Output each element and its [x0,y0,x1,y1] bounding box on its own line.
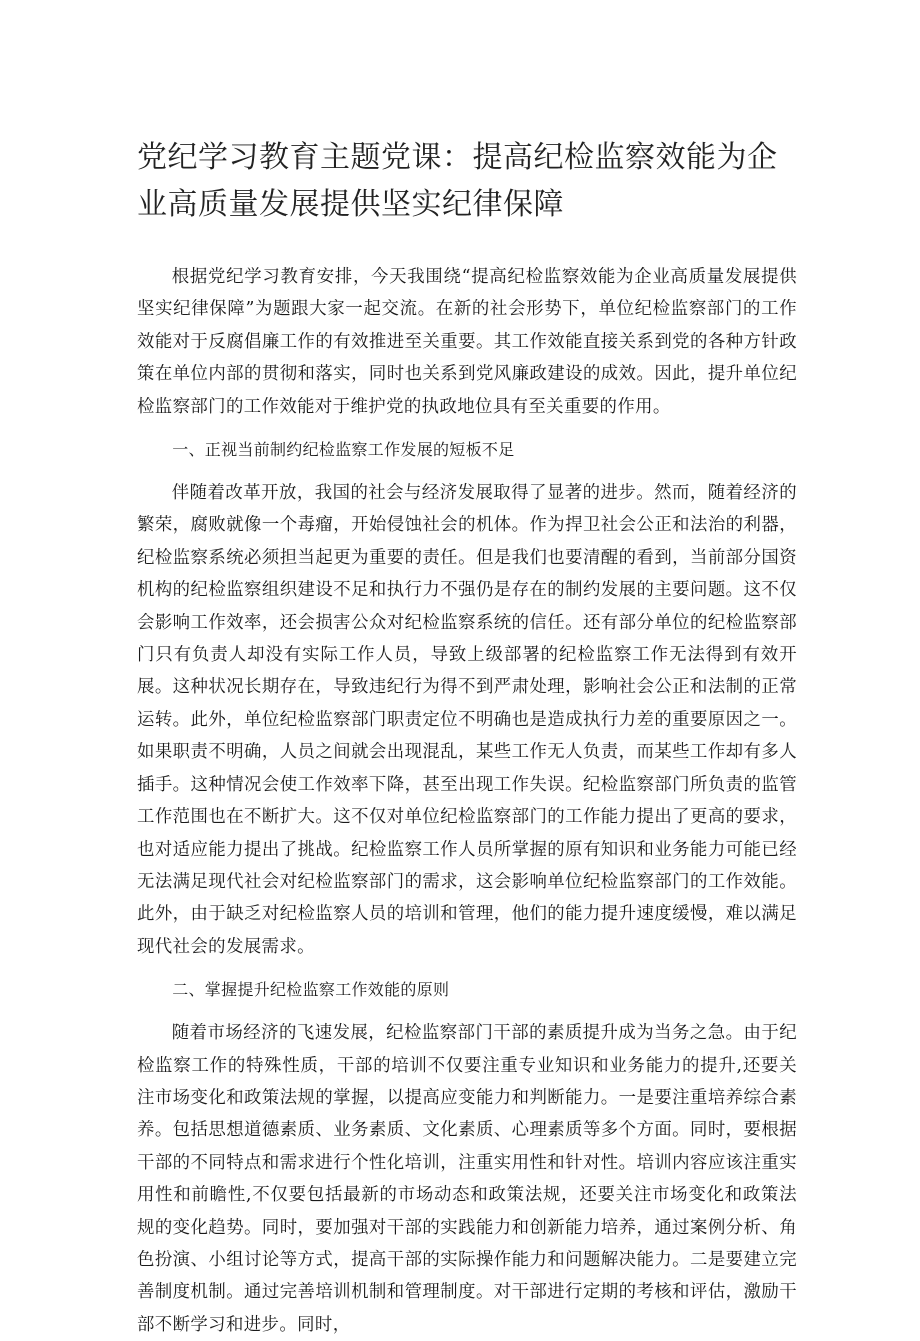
section-2-heading: 二、掌握提升纪检监察工作效能的原则 [172,980,450,1000]
section-2-paragraph: 随着市场经济的飞速发展，纪检监察部门干部的素质提升成为当务之急。由于纪检监察工作的特殊性质，干部的培训不仅要注重专业知识和业务能力的提升,还要关注市场变化和政策法规的掌握，以提高应变能力和判断能力。一是要注重培养综合素养。包括思想道德素质、业务素质、文化素质、心理素质等多个方面。同时，要根据干部的不同特点和需求进行个性化培训，注重实用性和针对性。培训内容应该注重实用性和前瞻性,不仅要包括最新的市场动态和政策法规，还要关注市场变化和政策法规的变化趋势。同时，要加强对干部的实践能力和创新能力培养，通过案例分析、角色扮演、小组讨论等方式，提高干部的实际操作能力和问题解决能力。二是要建立完善制度机制。通过完善培训机制和管理制度。对干部进行定期的考核和评估，激励干部不断学习和进步。同时， [137,1023,797,1335]
document-title: 党纪学习教育主题党课：提高纪检监察效能为企业高质量发展提供坚实纪律保障 [137,140,778,222]
document-page [137,134,797,1341]
intro-paragraph: 根据党纪学习教育安排，今天我围绕“提高纪检监察效能为企业高质量发展提供坚实纪律保障”为题跟大家一起交流。在新的社会形势下，单位纪检监察部门的工作效能对于反腐倡廉工作的有效推进至关重要。其工作效能直接关系到党的各种方针政策在单位内部的贯彻和落实，同时也关系到党风廉政建设的成效。因此，提升单位纪检监察部门的工作效能对于维护党的执政地位具有至关重要的作用。 [137,267,797,417]
document-body [137,261,797,1341]
section-1-heading: 一、正视当前制约纪检监察工作发展的短板不足 [172,440,515,460]
section-1-paragraph: 伴随着改革开放，我国的社会与经济发展取得了显著的进步。然而，随着经济的繁荣，腐败就像一个毒瘤，开始侵蚀社会的机体。作为捍卫社会公正和法治的利器，纪检监察系统必须担当起更为重要的责任。但是我们也要清醒的看到，当前部分国资机构的纪检监察组织建设不足和执行力不强仍是存在的制约发展的主要问题。这不仅会影响工作效率，还会损害公众对纪检监察系统的信任。还有部分单位的纪检监察部门只有负责人却没有实际工作人员，导致上级部署的纪检监察工作无法得到有效开展。这种状况长期存在，导致违纪行为得不到严肃处理，影响社会公正和法制的正常运转。此外，单位纪检监察部门职责定位不明确也是造成执行力差的重要原因之一。如果职责不明确，人员之间就会出现混乱，某些工作无人负责，而某些工作却有多人插手。这种情况会使工作效率下降，甚至出现工作失误。纪检监察部门所负责的监管工作范围也在不断扩大。这不仅对单位纪检监察部门的工作能力提出了更高的要求，也对适应能力提出了挑战。纪检监察工作人员所掌握的原有知识和业务能力可能已经无法满足现代社会对纪检监察部门的需求，这会影响单位纪检监察部门的工作效能。此外，由于缺乏对纪检监察人员的培训和管理，他们的能力提升速度缓慢，难以满足现代社会的发展需求。 [137,483,797,957]
